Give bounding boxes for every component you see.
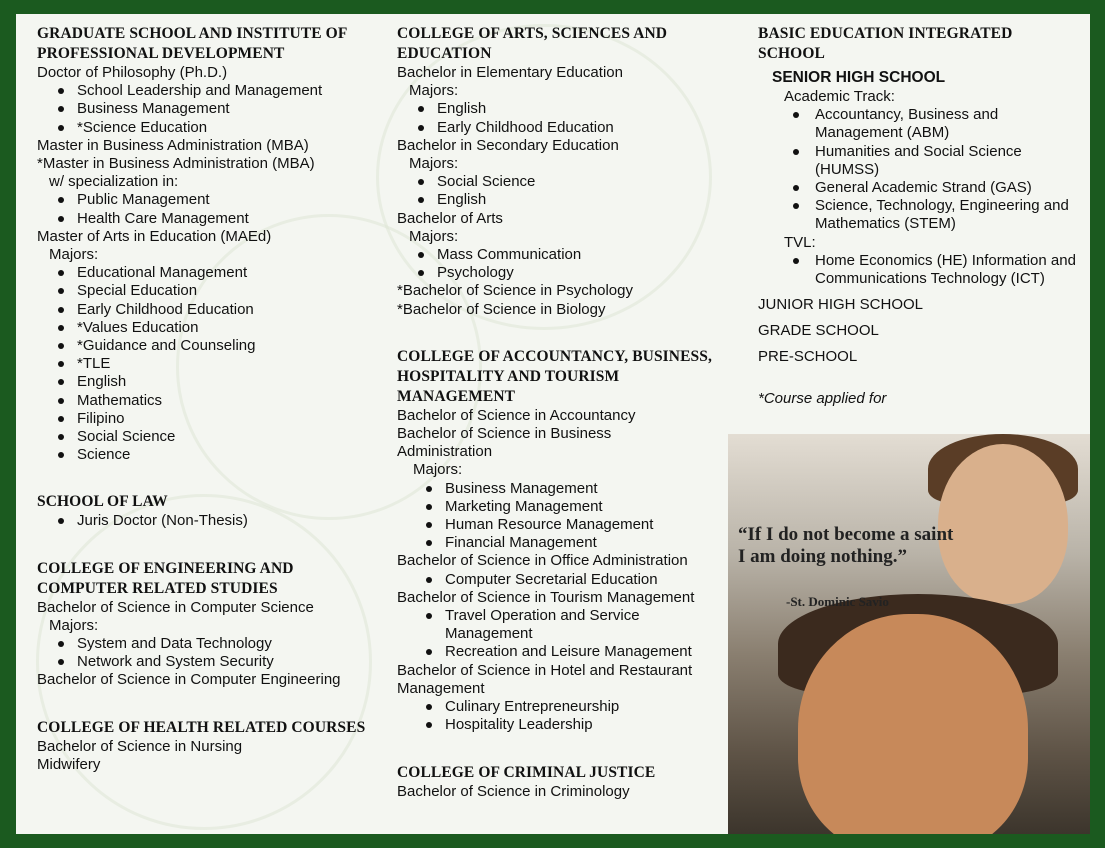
list-item: Accountancy, Business and Management (ABM) — [815, 106, 1078, 142]
list-item: Filipino — [77, 410, 377, 428]
majors-label: Majors: — [49, 246, 99, 264]
program-title: Bachelor of Science in Hotel and Restaurant Management — [397, 661, 693, 697]
track-label: TVL: — [784, 233, 816, 251]
list-item: Culinary Entrepreneurship — [445, 698, 737, 716]
track-strands — [758, 106, 1078, 233]
list-item: Marketing Management — [445, 498, 737, 516]
majors-label: Majors: — [409, 155, 459, 173]
program-title: Bachelor in Elementary Education — [397, 64, 623, 81]
column-colleges — [397, 24, 737, 801]
list-item: Business Management — [77, 100, 377, 118]
program-title: Bachelor of Science in Criminology — [397, 782, 630, 800]
list-item: *Guidance and Counseling — [77, 337, 377, 355]
program-majors — [37, 82, 377, 137]
list-item: System and Data Technology — [77, 635, 377, 653]
program-majors — [397, 698, 737, 734]
list-item: Mass Communication — [437, 246, 737, 264]
section-heading: COLLEGE OF CRIMINAL JUSTICE — [397, 763, 656, 781]
list-item: Social Science — [437, 173, 737, 191]
list-item: Travel Operation and Service Management — [445, 607, 680, 643]
list-item: Hospitality Leadership — [445, 716, 737, 734]
majors-label: Majors: — [409, 227, 459, 245]
school-level: JUNIOR HIGH SCHOOL — [758, 296, 924, 314]
list-item: Home Economics (HE) Information and Communications Technology (ICT) — [815, 252, 1078, 288]
program-title: Bachelor of Science in Accountancy — [397, 406, 636, 424]
program-title: Bachelor of Science in Business Administration — [397, 425, 612, 461]
list-item: Public Management — [77, 191, 377, 209]
list-item: *Science Education — [77, 119, 377, 137]
section-heading: SCHOOL OF LAW — [37, 493, 168, 511]
program-majors — [397, 100, 737, 136]
program-title: Master in Business Administration (MBA) — [37, 136, 309, 154]
program-majors — [397, 607, 737, 662]
saint-quote: “If I do not become a saint I am doing nothing.” — [738, 524, 954, 567]
column-basic-education — [758, 24, 1078, 407]
school-level: GRADE SCHOOL — [758, 322, 879, 340]
section-heading: COLLEGE OF ACCOUNTANCY, BUSINESS, HOSPITALITY AND TOURISM MANAGEMENT — [397, 347, 712, 405]
list-item: Network and System Security — [77, 653, 377, 671]
course-note: *Course applied for — [758, 390, 887, 408]
program-majors — [37, 635, 377, 671]
program-majors — [37, 512, 377, 530]
list-item: *TLE — [77, 355, 377, 373]
program-majors — [397, 246, 737, 282]
school-level: PRE-SCHOOL — [758, 348, 858, 366]
track-strands — [758, 252, 1078, 288]
section-heading: COLLEGE OF HEALTH RELATED COURSES — [37, 718, 366, 736]
program-title: Bachelor of Science in Nursing — [37, 737, 243, 755]
list-item: Computer Secretarial Education — [445, 571, 737, 589]
program-majors — [37, 264, 377, 464]
list-item: *Values Education — [77, 319, 377, 337]
program-title: Bachelor of Science in Computer Science — [37, 598, 314, 616]
list-item: Early Childhood Education — [437, 119, 737, 137]
program-title: Bachelor of Science in Office Administration — [397, 552, 688, 570]
quote-author: -St. Dominic Savio — [786, 594, 889, 609]
track-label: Academic Track: — [784, 88, 895, 105]
list-item: Juris Doctor (Non-Thesis) — [77, 512, 377, 530]
list-item: Early Childhood Education — [77, 301, 377, 319]
program-majors — [397, 173, 737, 209]
program-title: Doctor of Philosophy (Ph.D.) — [37, 64, 228, 81]
list-item: English — [437, 191, 737, 209]
list-item: Psychology — [437, 264, 737, 282]
specialization-label: w/ specialization in: — [49, 173, 179, 191]
list-item: Financial Management — [445, 534, 737, 552]
program-majors — [397, 480, 737, 553]
majors-label: Majors: — [49, 616, 99, 634]
program-title: *Bachelor of Science in Biology — [397, 300, 606, 318]
list-item: Educational Management — [77, 264, 377, 282]
list-item: General Academic Strand (GAS) — [815, 179, 1078, 197]
list-item: Science, Technology, Engineering and Mathematics (STEM) — [815, 197, 1078, 233]
saint-portrait-image — [728, 434, 1090, 834]
column-graduate — [37, 24, 377, 774]
section-heading: GRADUATE SCHOOL AND INSTITUTE OF PROFESSIONAL DEVELOPMENT — [37, 25, 347, 62]
program-majors — [397, 571, 737, 589]
list-item: Human Resource Management — [445, 516, 737, 534]
subsection-heading: SENIOR HIGH SCHOOL — [772, 69, 946, 86]
list-item: Humanities and Social Science (HUMSS) — [815, 143, 1078, 179]
list-item: Health Care Management — [77, 210, 377, 228]
program-title: Bachelor in Secondary Education — [397, 136, 619, 154]
program-title: Bachelor of Arts — [397, 209, 503, 227]
majors-label: Majors: — [409, 82, 459, 100]
list-item: Mathematics — [77, 392, 377, 410]
list-item: English — [77, 373, 377, 391]
program-title: *Bachelor of Science in Psychology — [397, 282, 633, 300]
program-title: Master of Arts in Education (MAEd) — [37, 227, 272, 245]
program-title: Bachelor of Science in Tourism Management — [397, 588, 695, 606]
list-item: Science — [77, 446, 377, 464]
program-title: Midwifery — [37, 755, 101, 773]
program-majors — [37, 191, 377, 227]
section-heading: COLLEGE OF ENGINEERING AND COMPUTER RELATED STUDIES — [37, 559, 294, 597]
list-item: Special Education — [77, 282, 377, 300]
majors-label: Majors: — [413, 461, 463, 479]
list-item: Recreation and Leisure Management — [445, 643, 737, 661]
list-item: English — [437, 100, 737, 118]
section-heading: BASIC EDUCATION INTEGRATED SCHOOL — [758, 25, 1013, 62]
list-item: Social Science — [77, 428, 377, 446]
list-item: School Leadership and Management — [77, 82, 377, 100]
list-item: Business Management — [445, 480, 737, 498]
program-title: Bachelor of Science in Computer Engineering — [37, 671, 341, 689]
brochure-page — [16, 14, 1090, 834]
program-title: *Master in Business Administration (MBA) — [37, 155, 315, 173]
section-heading: COLLEGE OF ARTS, SCIENCES AND EDUCATION — [397, 25, 668, 62]
